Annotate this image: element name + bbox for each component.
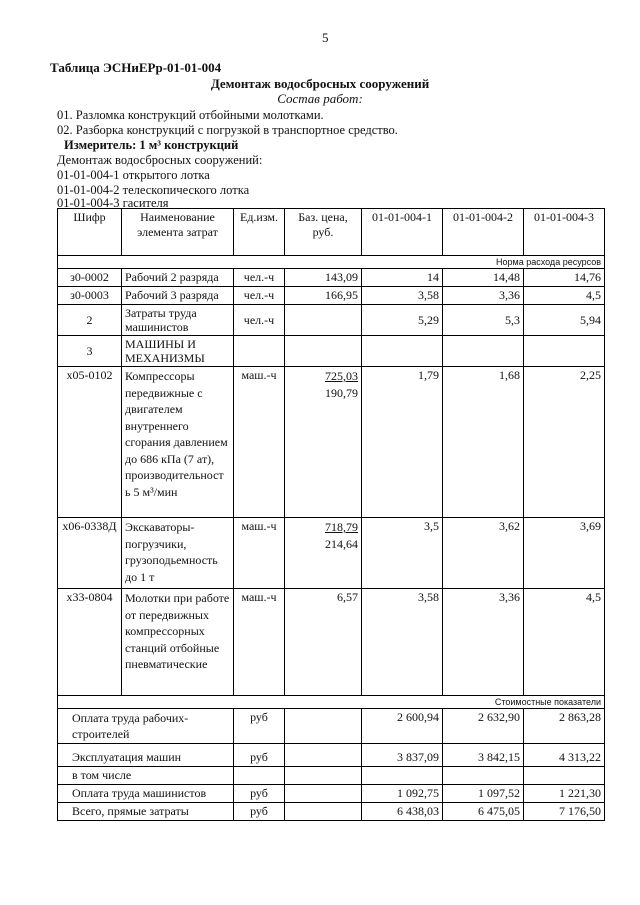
section-title: МАШИНЫ И МЕХАНИЗМЫ [122,336,234,367]
cost-v3: 4 313,22 [524,744,605,767]
cost-v2: 6 475,05 [443,803,524,821]
section-row [58,336,605,367]
scope-item: 01-01-004-1 открытого лотка [57,168,210,182]
row-name: Экскаваторы-погрузчики, грузоподьемность до 1 т [122,518,234,589]
row-code: з0-0003 [58,287,122,305]
row-unit: маш.-ч [234,367,285,518]
row-v2: 3,62 [443,518,524,589]
row-code: 2 [58,305,122,336]
row-unit: чел.-ч [234,287,285,305]
subheading: Состав работ: [277,91,363,106]
cost-unit: руб [234,709,285,744]
table-row [58,305,605,336]
row-name: Рабочий 2 разряда [122,269,234,287]
row-name: Компрессоры передвижные с двигателем внутреннего сгорания давлением до 686 кПа (7 ат), производительност ь 5 м³/мин [122,367,234,518]
row-unit: чел.-ч [234,305,285,336]
row-price: 6,57 [285,589,362,696]
page-number: 5 [322,30,329,45]
row-v1: 1,79 [362,367,443,518]
meter-label: Измеритель: 1 м³ конструкций [64,138,239,152]
cost-name: в том числе [58,767,234,785]
row-v1: 3,5 [362,518,443,589]
price-secondary: 214,64 [325,536,358,551]
cost-v2: 3 842,15 [443,744,524,767]
cost-row [58,803,605,821]
row-code: х05-0102 [58,367,122,518]
row-unit: маш.-ч [234,589,285,696]
scope-title: Демонтаж водосбросных сооружений: [57,153,263,167]
row-code: х33-0804 [58,589,122,696]
cost-v2: 1 097,52 [443,785,524,803]
col-price: Баз. цена, руб. [285,209,362,256]
cost-header: Стоимостные показатели [58,696,605,709]
norms-table [57,208,605,821]
cost-v3: 1 221,30 [524,785,605,803]
row-price [285,367,362,518]
scope-item: 01-01-004-3 гасителя [57,196,169,210]
row-price [285,305,362,336]
row-code: х06-0338Д [58,518,122,589]
row-v2: 3,36 [443,287,524,305]
row-code: з0-0002 [58,269,122,287]
col-v3: 01-01-004-3 [524,209,605,256]
row-price [285,518,362,589]
row-v3: 4,5 [524,589,605,696]
scope-item: 01-01-004-2 телескопического лотка [57,183,250,197]
cost-name: Оплата труда машинистов [58,785,234,803]
row-price: 166,95 [285,287,362,305]
norm-header: Норма расхода ресурсов [58,256,605,269]
row-v3: 4,5 [524,287,605,305]
col-code: Шифр [58,209,122,256]
cost-v1: 1 092,75 [362,785,443,803]
work-item: 01. Разломка конструкций отбойными молотками. [57,108,324,122]
col-name: Наименование элемента затрат [122,209,234,256]
price-secondary: 190,79 [325,385,358,400]
cost-name: Эксплуатация машин [58,744,234,767]
row-v3: 3,69 [524,518,605,589]
cost-v3: 7 176,50 [524,803,605,821]
table-row [58,518,605,589]
row-v2: 5,3 [443,305,524,336]
row-name: Затраты труда машинистов [122,305,234,336]
cost-name: Оплата труда рабочих-строителей [58,709,234,744]
price-main: 718,79 [325,520,358,534]
row-unit: маш.-ч [234,518,285,589]
col-v2: 01-01-004-2 [443,209,524,256]
cost-v1: 2 600,94 [362,709,443,744]
cost-unit: руб [234,803,285,821]
cost-v1: 6 438,03 [362,803,443,821]
cost-row [58,709,605,744]
cost-v3: 2 863,28 [524,709,605,744]
cost-v2: 2 632,90 [443,709,524,744]
row-v2: 14,48 [443,269,524,287]
table-row [58,269,605,287]
table-row [58,589,605,696]
heading: Демонтаж водосбросных сооружений [210,76,430,91]
row-v3: 5,94 [524,305,605,336]
section-code: 3 [58,336,122,367]
table-title: Таблица ЭСНиЕРр-01-01-004 [50,60,222,75]
row-v1: 5,29 [362,305,443,336]
table-row [58,367,605,518]
row-v3: 2,25 [524,367,605,518]
cost-row [58,785,605,803]
work-item: 02. Разборка конструкций с погрузкой в транспортное средство. [57,123,398,137]
row-name: Рабочий 3 разряда [122,287,234,305]
cost-row [58,744,605,767]
col-v1: 01-01-004-1 [362,209,443,256]
row-v1: 3,58 [362,287,443,305]
row-price: 143,09 [285,269,362,287]
cost-v1: 3 837,09 [362,744,443,767]
header-row [58,209,605,256]
row-name: Молотки при работе от передвижных компрессорных станций отбойные пневматические [122,589,234,696]
row-unit: чел.-ч [234,269,285,287]
cost-row [58,767,605,785]
price-main: 725,03 [325,369,358,383]
col-unit: Ед.изм. [234,209,285,256]
row-v2: 3,36 [443,589,524,696]
table-row [58,287,605,305]
cost-unit: руб [234,785,285,803]
row-v2: 1,68 [443,367,524,518]
cost-unit: руб [234,744,285,767]
cost-name: Всего, прямые затраты [58,803,234,821]
row-v3: 14,76 [524,269,605,287]
row-v1: 3,58 [362,589,443,696]
row-v1: 14 [362,269,443,287]
